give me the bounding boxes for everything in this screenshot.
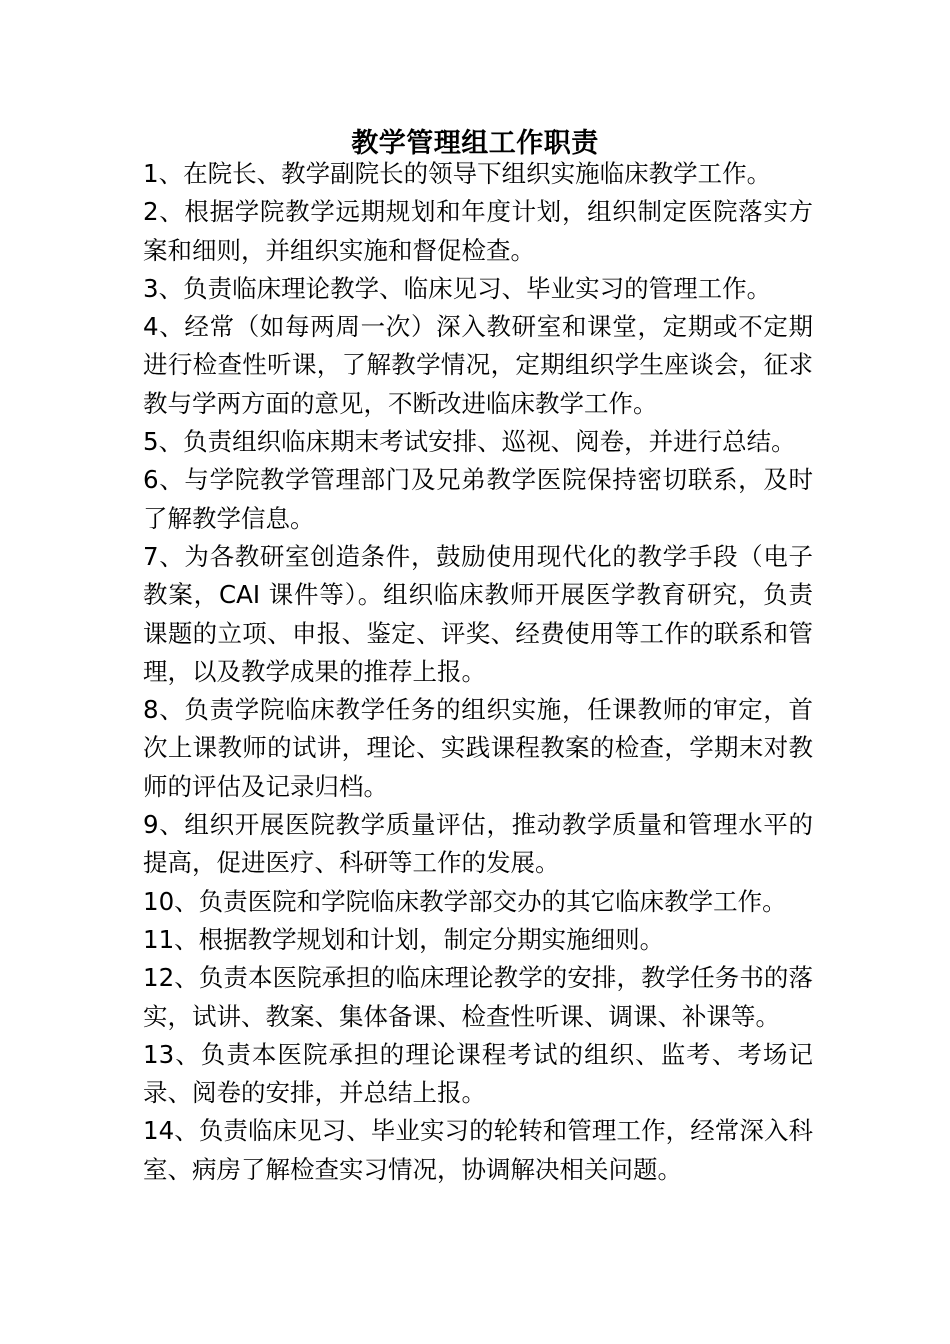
document-title: 教学管理组工作职责 <box>351 128 599 160</box>
duty-item-6: 6、与学院教学管理部门及兄弟教学医院保持密切联系，及时了解教学信息。 <box>143 465 813 533</box>
duty-item-13: 13、负责本医院承担的理论课程考试的组织、监考、考场记录、阅卷的安排，并总结上报。 <box>143 1039 813 1108</box>
duty-item-10: 10、负责医院和学院临床教学部交办的其它临床教学工作。 <box>143 886 787 916</box>
duty-item-8: 8、负责学院临床教学任务的组织实施，任课教师的审定，首次上课教师的试讲，理论、实践课程教案的检查，学期末对教师的评估及记录归档。 <box>143 695 813 801</box>
duty-item-11: 11、根据教学规划和计划，制定分期实施细则。 <box>143 924 665 954</box>
duty-item-4: 4、经常（如每两周一次）深入教研室和课堂，定期或不定期进行检查性听课，了解教学情况，定期组织学生座谈会，征求教与学两方面的意见，不断改进临床教学工作。 <box>143 312 813 418</box>
duties-list <box>143 155 813 1189</box>
duty-item-9: 9、组织开展医院教学质量评估，推动教学质量和管理水平的提高，促进医疗、科研等工作的发展。 <box>143 810 813 878</box>
duty-item-12: 12、负责本医院承担的临床理论教学的安排，教学任务书的落实，试讲、教案、集体备课、检查性听课、调课、补课等。 <box>143 963 813 1031</box>
duty-item-7: 7、为各教研室创造条件，鼓励使用现代化的教学手段（电子教案，CAI 课件等）。组织临床教师开展医学教育研究，负责课题的立项、申报、鉴定、评奖、经费使用等工作的联系和管理，以及教学成果的推荐上报。 <box>143 541 813 686</box>
duty-item-1: 1、在院长、教学副院长的领导下组织实施临床教学工作。 <box>143 159 772 188</box>
duty-item-5: 5、负责组织临床期末考试安排、巡视、阅卷，并进行总结。 <box>143 427 796 457</box>
duty-item-14: 14、负责临床见习、毕业实习的轮转和管理工作，经常深入科室、病房了解检查实习情况，协调解决相关问题。 <box>143 1116 813 1184</box>
duty-item-3: 3、负责临床理论教学、临床见习、毕业实习的管理工作。 <box>143 273 772 303</box>
duty-item-2: 2、根据学院教学远期规划和年度计划，组织制定医院落实方案和细则，并组织实施和督促检查。 <box>143 197 813 265</box>
